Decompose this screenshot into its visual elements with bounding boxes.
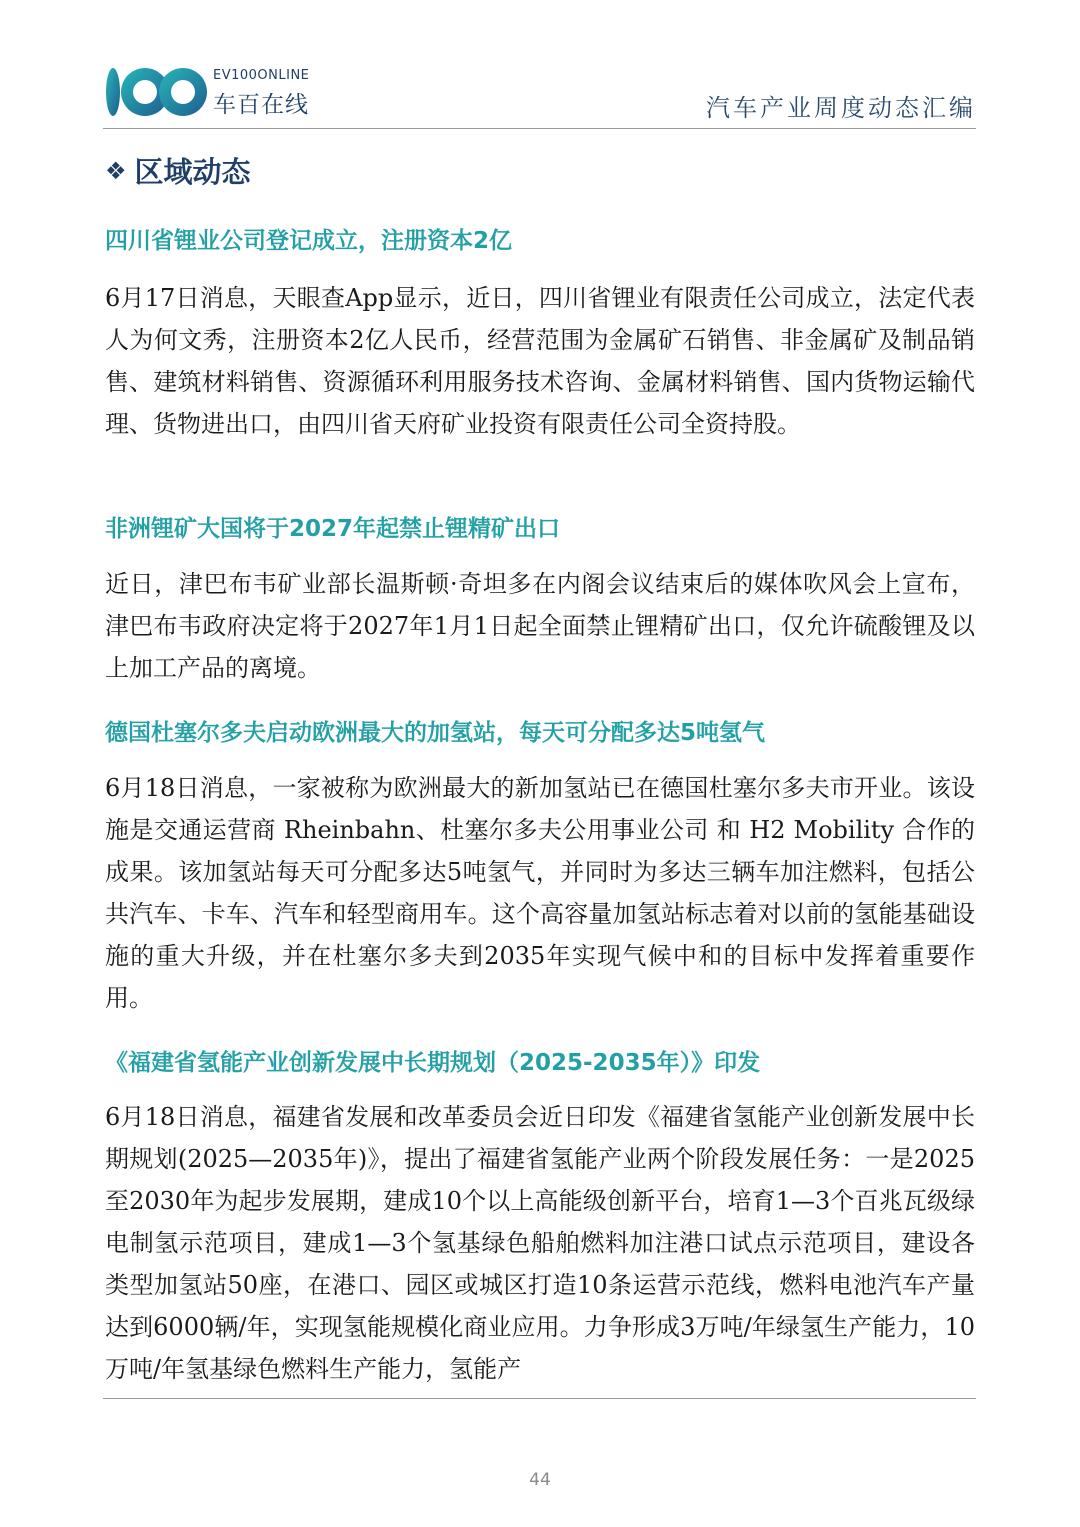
ev100-logo (103, 62, 313, 122)
article-headline: 德国杜塞尔多夫启动欧洲最大的加氢站，每天可分配多达5吨氢气 (105, 720, 766, 746)
article-headline: 《福建省氢能产业创新发展中长期规划（2025-2035年）》印发 (105, 1050, 761, 1076)
page-header (103, 62, 976, 128)
article-1-body (105, 277, 975, 445)
article-4-body (105, 1096, 975, 1390)
ev100-logo-mark-icon (103, 64, 211, 120)
article-3 (105, 714, 975, 747)
section-title-text: 区域动态 (134, 155, 251, 189)
logo-chinese-text: 车百在线 (213, 92, 309, 118)
article-paragraph: 6月18日消息，福建省发展和改革委员会近日印发《福建省氢能产业创新发展中长期规划(2025—2035年)》，提出了福建省氢能产业两个阶段发展任务：一是2025至2030年为起步发展期，建成10个以上高能级创新平台，培育1—3个百兆瓦级绿电制氢示范项目，建成1—3个氢基绿色船舶燃料加注港口试点示范项目，建设各类型加氢站50座，在港口、园区或城区打造10条运营示范线，燃料电池汽车产量达到6000辆/年，实现氢能规模化商业应用。力争形成3万吨/年绿氢生产能力，10万吨/年氢基绿色燃料生产能力，氢能产 (105, 1103, 975, 1383)
article-paragraph: 6月17日消息，天眼查App显示，近日，四川省锂业有限责任公司成立，法定代表人为何文秀，注册资本2亿人民币，经营范围为金属矿石销售、非金属矿及制品销售、建筑材料销售、资源循环利用服务技术咨询、金属材料销售、国内货物运输代理、货物进出口，由四川省天府矿业投资有限责任公司全资持股。 (105, 284, 975, 438)
logo-english-text: EV100ONLINE (213, 68, 310, 83)
article-headline: 四川省锂业公司登记成立，注册资本2亿 (105, 228, 513, 254)
article-3-body (105, 767, 975, 1019)
document-title: 汽车产业周度动态汇编 (706, 94, 976, 122)
article-paragraph: 6月18日消息，一家被称为欧洲最大的新加氢站已在德国杜塞尔多夫市开业。该设施是交通运营商 Rheinbahn、杜塞尔多夫公用事业公司 和 H2 Mobility 合作的成果。该加氢站每天可分配多达5吨氢气，并同时为多达三辆车加注燃料，包括公共汽车、卡车、汽车和轻型商用车。这个高容量加氢站标志着对以前的氢能基础设施的重大升级，并在杜塞尔多夫到2035年实现气候中和的目标中发挥着重要作用。 (105, 774, 975, 1012)
article-1 (105, 222, 975, 255)
article-2 (105, 510, 975, 543)
article-paragraph: 近日，津巴布韦矿业部长温斯顿·奇坦多在内阁会议结束后的媒体吹风会上宣布，津巴布韦政府决定将于2027年1月1日起全面禁止锂精矿出口，仅允许硫酸锂及以上加工产品的离境。 (105, 570, 975, 682)
diamond-bullet-icon: ❖ (105, 156, 127, 185)
article-2-body (105, 563, 975, 689)
article-headline: 非洲锂矿大国将于2027年起禁止锂精矿出口 (105, 516, 561, 542)
section-heading (105, 150, 251, 191)
page-number: 44 (529, 1470, 551, 1490)
footer-divider (103, 1398, 976, 1399)
article-4 (105, 1044, 975, 1077)
header-divider (103, 128, 976, 129)
